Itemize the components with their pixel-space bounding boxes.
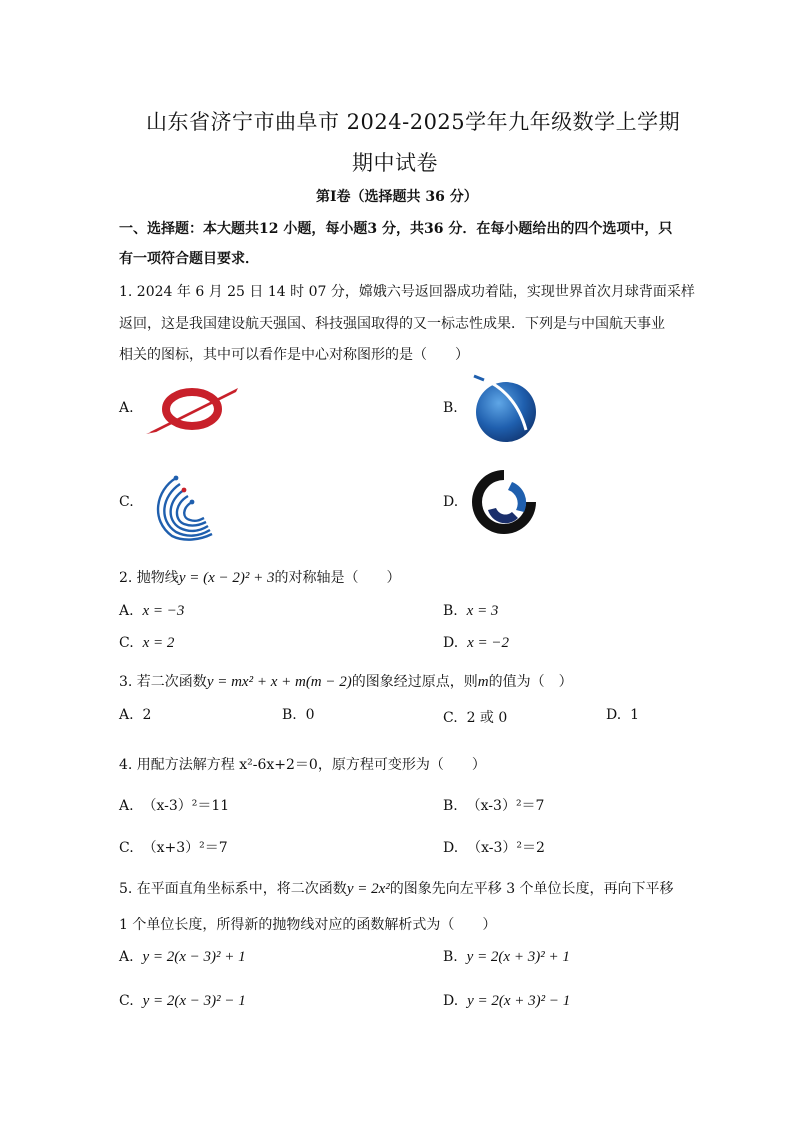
- q1-option-c-label[interactable]: C.: [119, 494, 134, 510]
- instructions-line1: 一、选择题：本大题共12 小题，每小题3 分，共36 分．在每小题给出的四个选项中，只: [119, 221, 673, 237]
- q5-option-c[interactable]: [119, 993, 246, 1010]
- q5-option-d[interactable]: [443, 993, 570, 1010]
- q5-option-b-label: B.: [443, 949, 458, 965]
- q3-option-d-label: D.: [606, 707, 622, 723]
- q2-option-b-label: B.: [443, 603, 458, 619]
- q5-stem-prefix: 5. 在平面直角坐标系中，将二次函数: [119, 881, 347, 897]
- q5-stem-line1: [119, 878, 674, 898]
- q4-option-d[interactable]: [443, 837, 545, 857]
- q5-option-d-label: D.: [443, 993, 459, 1009]
- q3-option-c[interactable]: [443, 707, 507, 727]
- q5-option-a[interactable]: [119, 949, 246, 966]
- q3-option-a[interactable]: [119, 707, 151, 723]
- blue-black-swirl-logo-icon: [468, 466, 540, 538]
- q2-stem: [119, 567, 400, 587]
- doc-title-line1: 山东省济宁市曲阜市 2024-2025学年九年级数学上学期: [146, 110, 681, 134]
- q3-option-b-label: B.: [282, 707, 297, 723]
- q4-option-b-label: B.: [443, 798, 458, 814]
- q4-option-b[interactable]: [443, 795, 544, 815]
- q1-stem-line3: 相关的图标，其中可以看作是中心对称图形的是（ ）: [119, 347, 469, 363]
- q2-option-a-label: A.: [119, 603, 134, 619]
- q1-option-b-label[interactable]: B.: [443, 400, 458, 416]
- q2-stem-suffix: 的对称轴是（ ）: [274, 570, 401, 586]
- instructions-line2: 有一项符合题目要求．: [119, 251, 259, 267]
- q5-option-a-value: y = 2(x − 3)² + 1: [142, 949, 246, 965]
- q3-stem-suffix: 的值为（ ）: [488, 674, 573, 690]
- q5-stem-suffix: 的图象先向左平移 3 个单位长度，再向下平移: [389, 881, 674, 897]
- q2-option-a[interactable]: [119, 603, 184, 620]
- q4-option-c[interactable]: [119, 837, 228, 857]
- q5-option-b[interactable]: [443, 949, 570, 966]
- q3-option-a-label: A.: [119, 707, 134, 723]
- q1-stem-line1: 1. 2024 年 6 月 25 日 14 时 07 分，嫦娥六号返回器成功着陆，实现世界首次月球背面采样: [119, 284, 695, 300]
- q2-option-c-label: C.: [119, 635, 134, 651]
- q4-option-c-label: C.: [119, 840, 134, 856]
- section-heading: 第Ⅰ卷（选择题共 36 分）: [316, 189, 478, 205]
- q3-option-c-label: C.: [443, 710, 458, 726]
- q1-option-d-label[interactable]: D.: [443, 494, 459, 510]
- q3-option-b-value: 0: [305, 707, 315, 723]
- q3-option-d-value: 1: [630, 707, 640, 723]
- q3-stem-mid: 的图象经过原点，则: [351, 674, 478, 690]
- q2-stem-prefix: 2. 抛物线: [119, 570, 179, 586]
- red-orbit-logo-icon: [146, 382, 242, 436]
- doc-title-line2: 期中试卷: [352, 151, 438, 175]
- q2-option-c[interactable]: [119, 635, 174, 652]
- q3-option-d[interactable]: [606, 707, 639, 723]
- q4-option-c-value: （x+3）²＝7: [142, 840, 228, 856]
- q4-option-b-value: （x-3）²＝7: [466, 798, 545, 814]
- q3-stem-prefix: 3. 若二次函数: [119, 674, 207, 690]
- q5-option-c-label: C.: [119, 993, 134, 1009]
- q1-option-a-label[interactable]: A.: [119, 400, 134, 416]
- q4-stem: 4. 用配方法解方程 x²-6x+2＝0，原方程可变形为（ ）: [119, 757, 486, 773]
- q2-stem-math: y = (x − 2)² + 3: [178, 570, 275, 586]
- q2-option-d-label: D.: [443, 635, 459, 651]
- q3-option-a-value: 2: [142, 707, 152, 723]
- q2-option-b[interactable]: [443, 603, 498, 620]
- q4-option-d-value: （x-3）²＝2: [467, 840, 545, 856]
- q3-option-c-value: 2 或 0: [466, 710, 508, 726]
- q4-option-a-label: A.: [119, 798, 134, 814]
- q3-stem: [119, 671, 573, 691]
- q2-option-d[interactable]: [443, 635, 509, 652]
- q4-option-a[interactable]: [119, 795, 229, 815]
- q2-option-b-value: x = 3: [466, 603, 499, 619]
- q5-option-c-value: y = 2(x − 3)² − 1: [142, 993, 246, 1009]
- q2-option-a-value: x = −3: [142, 603, 185, 619]
- q5-option-a-label: A.: [119, 949, 134, 965]
- q5-stem-math: y = 2x²: [346, 881, 390, 897]
- q5-option-b-value: y = 2(x + 3)² + 1: [466, 949, 570, 965]
- q2-option-c-value: x = 2: [142, 635, 175, 651]
- q3-stem-math: y = mx² + x + m(m − 2): [206, 674, 352, 690]
- q5-stem-line2: 1 个单位长度，所得新的抛物线对应的函数解析式为（ ）: [119, 917, 497, 933]
- q5-option-d-value: y = 2(x + 3)² − 1: [467, 993, 571, 1009]
- q4-option-a-value: （x-3）²＝11: [142, 798, 230, 814]
- q1-stem-line2: 返回，这是我国建设航天强国、科技强国取得的又一标志性成果．下列是与中国航天事业: [119, 316, 665, 332]
- q2-option-d-value: x = −2: [467, 635, 509, 651]
- blue-orbits-logo-icon: [146, 470, 218, 544]
- blue-globe-logo-icon: [468, 374, 540, 444]
- q3-option-b[interactable]: [282, 707, 315, 723]
- q3-stem-var: m: [477, 674, 489, 690]
- q4-option-d-label: D.: [443, 840, 459, 856]
